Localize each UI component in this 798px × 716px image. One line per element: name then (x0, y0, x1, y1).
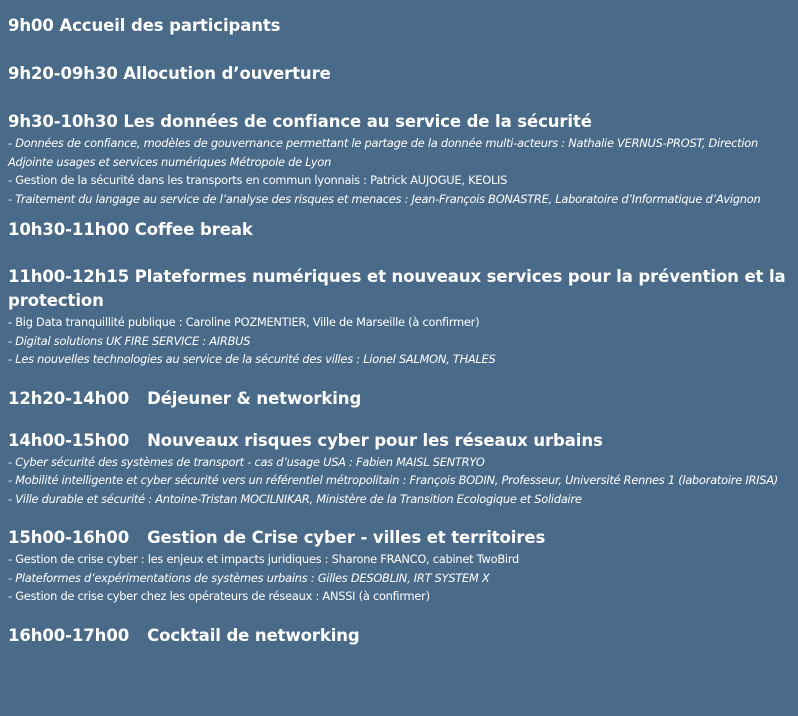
session-item: - Données de confiance, modèles de gouvernance permettant le partage de la donnée multi-acteurs : Nathalie VERNUS-PROST, Direction Adjointe usages et services numériques Métropole de Lyon (8, 136, 758, 169)
session-item: - Ville durable et sécurité : Antoine-Tristan MOCILNIKAR, Ministère de la Transition Ecologique et Solidaire (8, 491, 582, 506)
session-title (8, 387, 794, 411)
session-name: Cocktail de networking (147, 625, 360, 645)
session-time: 12h20-14h00 (8, 388, 130, 408)
session-name: Nouveaux risques cyber pour les réseaux urbains (147, 430, 603, 450)
session-name: Les données de confiance au service de la sécurité (123, 112, 592, 131)
session-item: - Plateformes d’expérimentations de systèmes urbains : Gilles DESOBLIN, IRT SYSTEM X (8, 570, 490, 585)
session-title (8, 14, 794, 38)
session-time: 14h00-15h00 (8, 430, 130, 450)
session-title (8, 526, 794, 550)
session-item: - Digital solutions UK FIRE SERVICE : AIRBUS (8, 333, 251, 348)
session-title (8, 110, 794, 134)
session-time: 16h00-17h00 (8, 625, 130, 645)
session-item: - Gestion de la sécurité dans les transports en commun lyonnais : Patrick AUJOGUE, KEOLIS (8, 173, 508, 187)
session-item: - Gestion de crise cyber : les enjeux et impacts juridiques : Sharone FRANCO, cabinet TwoBird (8, 552, 520, 566)
session-time: 9h00 (8, 16, 54, 35)
session-accueil (8, 14, 794, 38)
session-item: - Traitement du langage au service de l’analyse des risques et menaces : Jean-François BONASTRE, Laboratoire d’Informatique d’Avignon (8, 191, 761, 206)
session-risques-cyber (8, 429, 794, 509)
session-cocktail (8, 624, 794, 648)
session-item: - Gestion de crise cyber chez les opérateurs de réseaux : ANSSI (à confirmer) (8, 589, 430, 603)
session-name: Déjeuner & networking (147, 388, 362, 408)
session-plateformes (8, 265, 794, 369)
session-item: - Big Data tranquillité publique : Caroline POZMENTIER, Ville de Marseille (à confirmer) (8, 315, 480, 329)
session-title (8, 624, 794, 648)
session-time: 9h30-10h30 (8, 112, 118, 131)
session-title (8, 429, 794, 453)
session-name: Allocution d’ouverture (123, 64, 331, 83)
session-title (8, 265, 794, 313)
session-coffee-break (8, 218, 794, 242)
session-title (8, 218, 794, 242)
session-allocution (8, 62, 794, 86)
session-dejeuner (8, 387, 794, 411)
session-gestion-crise (8, 526, 794, 606)
session-name: Accueil des participants (59, 16, 281, 35)
session-time: 9h20-09h30 (8, 64, 118, 83)
session-item: - Mobilité intelligente et cyber sécurité vers un référentiel métropolitain : François BODIN, Professeur, Université Rennes 1 (laboratoire IRISA) (8, 473, 778, 487)
session-item: - Les nouvelles technologies au service de la sécurité des villes : Lionel SALMON, THALES (8, 352, 496, 366)
session-title (8, 62, 794, 86)
session-donnees-confiance (8, 110, 794, 208)
session-item: - Cyber sécurité des systèmes de transport - cas d’usage USA : Fabien MAISL SENTRYO (8, 454, 485, 469)
session-time: 10h30-11h00 (8, 220, 130, 239)
session-name: Gestion de Crise cyber - villes et territoires (147, 528, 546, 547)
session-name: Coffee break (134, 220, 253, 239)
session-name: Plateformes numériques et nouveaux services pour la prévention et la protection (8, 267, 786, 310)
session-time: 15h00-16h00 (8, 528, 130, 547)
session-time: 11h00-12h15 (8, 267, 130, 286)
